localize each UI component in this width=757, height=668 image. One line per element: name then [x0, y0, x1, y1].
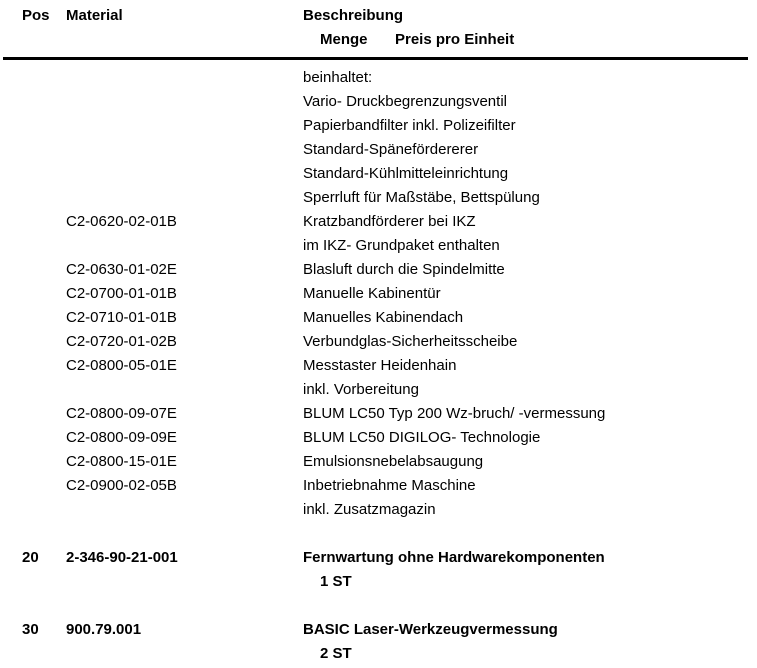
table-row — [0, 258, 757, 282]
table-header-row-primary — [0, 6, 757, 28]
table-row — [0, 450, 757, 474]
table-row — [0, 474, 757, 498]
cell-menge: 2 ST — [320, 645, 352, 662]
table-row — [0, 594, 757, 618]
table-row — [0, 114, 757, 138]
cell-beschreibung: Emulsionsnebelabsaugung — [303, 453, 484, 470]
table-row — [0, 570, 757, 594]
table-row — [0, 186, 757, 210]
table-row — [0, 426, 757, 450]
cell-material: C2-0800-09-07E — [66, 405, 177, 422]
cell-beschreibung: Blasluft durch die Spindelmitte — [303, 261, 505, 278]
table-row — [0, 66, 757, 90]
cell-beschreibung: inkl. Zusatzmagazin — [303, 501, 436, 518]
cell-beschreibung: Manuelles Kabinendach — [303, 309, 464, 326]
cell-material: C2-0800-09-09E — [66, 429, 177, 446]
table-row — [0, 210, 757, 234]
cell-material: C2-0710-01-01B — [66, 309, 177, 326]
table-row — [0, 162, 757, 186]
cell-material: C2-0620-02-01B — [66, 213, 177, 230]
cell-beschreibung: BASIC Laser-Werkzeugvermessung — [303, 621, 558, 638]
cell-beschreibung: beinhaltet: — [303, 69, 373, 86]
column-header-pos: Pos — [22, 7, 50, 24]
cell-material: C2-0700-01-01B — [66, 285, 177, 302]
table-row — [0, 378, 757, 402]
cell-beschreibung: im IKZ- Grundpaket enthalten — [303, 237, 500, 254]
cell-beschreibung: Messtaster Heidenhain — [303, 357, 457, 374]
cell-material: C2-0900-02-05B — [66, 477, 177, 494]
cell-pos: 20 — [22, 549, 39, 566]
cell-beschreibung: Standard-Kühlmitteleinrichtung — [303, 165, 509, 182]
cell-beschreibung: Papierbandfilter inkl. Polizeifilter — [303, 117, 516, 134]
cell-material: 900.79.001 — [66, 621, 142, 638]
header-separator-rule — [3, 57, 748, 60]
column-header-material: Material — [66, 7, 123, 24]
cell-beschreibung: Verbundglas-Sicherheitsscheibe — [303, 333, 518, 350]
cell-beschreibung: Sperrluft für Maßstäbe, Bettspülung — [303, 189, 540, 206]
cell-menge: 1 ST — [320, 573, 352, 590]
cell-pos: 30 — [22, 621, 39, 638]
cell-beschreibung: Vario- Druckbegrenzungsventil — [303, 93, 507, 110]
cell-material: C2-0630-01-02E — [66, 261, 177, 278]
cell-beschreibung: Kratzbandförderer bei IKZ — [303, 213, 476, 230]
table-header-row-secondary — [0, 30, 757, 52]
table-row — [0, 402, 757, 426]
column-header-menge: Menge — [320, 31, 368, 48]
column-header-beschreibung: Beschreibung — [303, 7, 404, 24]
cell-material: C2-0800-15-01E — [66, 453, 177, 470]
column-header-preis-pro-einheit: Preis pro Einheit — [395, 31, 515, 48]
table-row — [0, 546, 757, 570]
cell-material: 2-346-90-21-001 — [66, 549, 178, 566]
table-body — [0, 66, 757, 666]
cell-material: C2-0720-01-02B — [66, 333, 177, 350]
cell-material: C2-0800-05-01E — [66, 357, 177, 374]
cell-beschreibung: BLUM LC50 DIGILOG- Technologie — [303, 429, 541, 446]
table-header — [0, 0, 757, 57]
table-row — [0, 306, 757, 330]
table-row — [0, 354, 757, 378]
cell-beschreibung: Fernwartung ohne Hardwarekomponenten — [303, 549, 605, 566]
cell-beschreibung: Manuelle Kabinentür — [303, 285, 441, 302]
table-row — [0, 282, 757, 306]
table-row — [0, 90, 757, 114]
table-row — [0, 138, 757, 162]
table-row — [0, 618, 757, 642]
table-row — [0, 522, 757, 546]
cell-beschreibung: Inbetriebnahme Maschine — [303, 477, 476, 494]
cell-beschreibung: inkl. Vorbereitung — [303, 381, 419, 398]
table-row — [0, 642, 757, 666]
table-row — [0, 330, 757, 354]
table-row — [0, 498, 757, 522]
cell-beschreibung: Standard-Spänefördererer — [303, 141, 479, 158]
table-row — [0, 234, 757, 258]
cell-beschreibung: BLUM LC50 Typ 200 Wz-bruch/ -vermessung — [303, 405, 606, 422]
